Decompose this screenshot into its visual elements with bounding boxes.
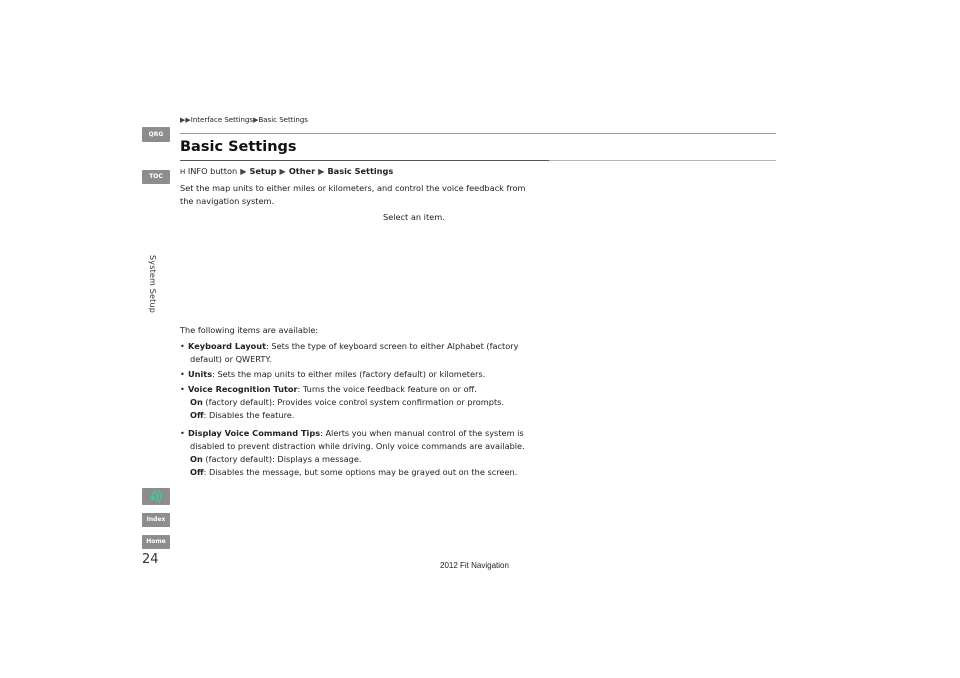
item-name: Display Voice Command Tips (188, 428, 321, 438)
item-name: Keyboard Layout (188, 341, 267, 351)
section-tab: System Setup (148, 255, 157, 314)
select-instruction: Select an item. (383, 212, 445, 222)
voice-command-button[interactable] (142, 488, 170, 505)
option-on (180, 453, 552, 466)
option-desc: (factory default): Displays a message. (202, 454, 362, 464)
path-step: Setup (249, 166, 277, 176)
footer-title: 2012 Fit Navigation (440, 561, 509, 570)
option-label: On (190, 454, 203, 464)
home-button[interactable]: Home (142, 535, 170, 549)
list-item-voice-recognition-tutor (180, 383, 552, 422)
intro-text (180, 182, 555, 207)
item-desc: : Sets the map units to either miles (factory default) or kilometers. (212, 369, 486, 379)
bullet-icon: • (180, 384, 185, 394)
option-label: Off (190, 410, 204, 420)
list-item-units (180, 368, 552, 381)
page-number: 24 (142, 552, 159, 567)
bullet-icon: • (180, 428, 185, 438)
top-divider (180, 133, 776, 134)
path-arrow-icon: ▶ (240, 166, 247, 176)
intro-line: Set the map units to either miles or kilometers, and control the voice feedback from (180, 183, 526, 193)
path-arrow-icon: ▶ (318, 166, 325, 176)
option-on (180, 396, 552, 409)
bullet-icon: • (180, 369, 185, 379)
path-start: INFO button (187, 166, 238, 176)
option-off (180, 466, 552, 479)
option-label: On (190, 397, 203, 407)
item-name: Voice Recognition Tutor (188, 384, 298, 394)
breadcrumb-current: Basic Settings (258, 116, 308, 124)
page-title: Basic Settings (180, 139, 297, 155)
path-arrow-icon: ▶ (279, 166, 286, 176)
item-desc: disabled to prevent distraction while driving. Only voice commands are available. (190, 441, 525, 451)
bullet-icon: • (180, 341, 185, 351)
option-desc: : Disables the message, but some options may be grayed out on the screen. (203, 467, 518, 477)
voice-command-icon (142, 488, 170, 505)
info-button-icon: H (180, 168, 186, 176)
item-desc: default) or QWERTY. (190, 354, 272, 364)
breadcrumb-arrow-icon: ▶▶ (180, 116, 191, 124)
path-step: Other (288, 166, 316, 176)
intro-line: the navigation system. (180, 195, 275, 206)
breadcrumb-link[interactable]: Interface Settings (190, 116, 254, 124)
menu-path (180, 166, 393, 176)
toc-button[interactable]: TOC (142, 170, 170, 184)
breadcrumb-arrow-icon: ▶ (253, 116, 259, 124)
list-item-keyboard-layout (180, 340, 552, 366)
option-desc: : Disables the feature. (203, 410, 295, 420)
path-step: Basic Settings (327, 166, 394, 176)
option-label: Off (190, 467, 204, 477)
item-desc: : Sets the type of keyboard screen to either Alphabet (factory (266, 341, 519, 351)
item-desc: : Alerts you when manual control of the system is (320, 428, 524, 438)
item-name: Units (188, 369, 213, 379)
index-button[interactable]: Index (142, 513, 170, 527)
list-item-display-voice-command-tips (180, 427, 552, 479)
following-text: The following items are available: (180, 325, 319, 335)
breadcrumb (180, 116, 308, 124)
title-divider-accent (180, 160, 549, 161)
qrg-button[interactable]: QRG (142, 127, 170, 142)
option-off (180, 409, 552, 422)
item-desc: : Turns the voice feedback feature on or off. (297, 384, 477, 394)
option-desc: (factory default): Provides voice control system confirmation or prompts. (202, 397, 505, 407)
